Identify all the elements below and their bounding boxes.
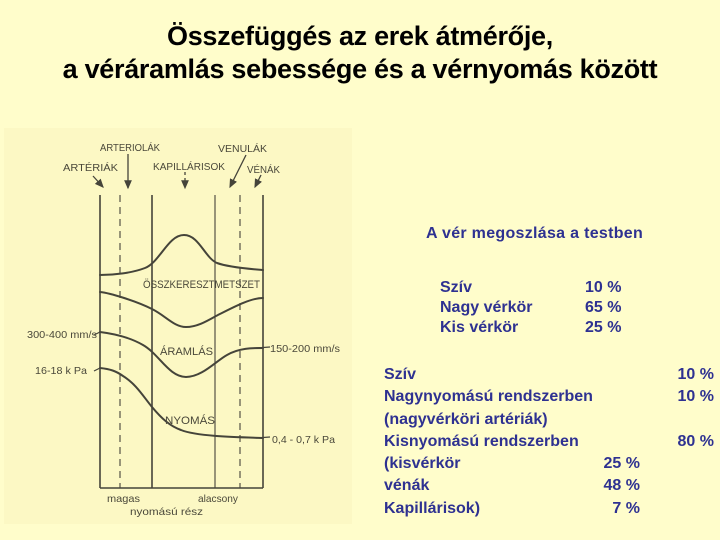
row-label: Kis vérkör: [440, 319, 519, 336]
slide-title: [0, 20, 720, 86]
row-right-value: 10 %: [677, 388, 714, 406]
row-label: Kapillárisok): [384, 499, 481, 517]
row-mid-value: 7 %: [612, 499, 640, 517]
vessel-diagram-svg: [0, 128, 360, 528]
row-right-value: 10 %: [677, 366, 714, 383]
curve-label-pressure: NYOMÁS: [165, 415, 213, 427]
distribution-heading: A vér megoszlása a testben: [426, 225, 644, 242]
row-value: 25 %: [585, 319, 622, 336]
label-venak: VÉNÁK: [247, 164, 283, 176]
pressure-right-value: 0,4 - 0,7 k Pa: [272, 434, 336, 446]
table-row: [384, 386, 714, 408]
row-label: vénák: [384, 477, 430, 495]
bottom-label-high: magas: [107, 493, 140, 505]
row-label: (kisvérkör: [384, 455, 461, 473]
curve-label-flow: ÁRAMLÁS: [160, 346, 213, 358]
table-row: [440, 318, 640, 338]
row-value: 65 %: [585, 299, 622, 316]
curve-label-cross-section: ÖSSZKERESZTMETSZET: [143, 279, 261, 291]
table-row: [440, 298, 640, 318]
table-row: [384, 364, 714, 386]
table-row: [440, 278, 640, 298]
vessel-diagram: [0, 128, 360, 528]
flow-left-value: 300-400 mm/s: [27, 329, 97, 341]
row-mid-value: 25 %: [603, 455, 640, 473]
bottom-label-low: alacsony: [198, 493, 239, 505]
label-venulak: VENULÁK: [218, 143, 268, 155]
row-label: Nagy vérkör: [440, 299, 533, 316]
distribution-table: [440, 278, 640, 338]
pressure-left-value: 16-18 k Pa: [35, 365, 88, 377]
row-label: Nagynyomású rendszerben: [384, 388, 593, 406]
row-label: Kisnyomású rendszerben: [384, 432, 579, 450]
flow-right-value: 150-200 mm/s: [270, 343, 340, 355]
table-row: [384, 431, 714, 453]
pressure-distribution-table: [384, 364, 714, 520]
label-arteriak: ARTÉRIÁK: [63, 162, 116, 174]
table-row: [384, 409, 714, 431]
label-kapillarisok: KAPILLÁRISOK: [153, 161, 229, 173]
row-label: Szív: [440, 279, 473, 296]
row-right-value: 80 %: [677, 432, 714, 450]
table-row: [384, 498, 714, 520]
row-value: 10 %: [585, 279, 622, 296]
row-label: Szív: [384, 366, 417, 383]
row-label: (nagyvérköri artériák): [384, 410, 548, 428]
slide-title-line1: Összefüggés az erek átmérője,: [167, 21, 553, 51]
label-arteriolak: ARTERIOLÁK: [100, 142, 167, 154]
slide-title-line2: a véráramlás sebessége és a vérnyomás között: [62, 54, 658, 84]
bottom-label-caption: nyomású rész: [130, 506, 203, 518]
table-row: [384, 475, 714, 497]
row-mid-value: 48 %: [603, 477, 640, 495]
table-row: [384, 453, 714, 475]
